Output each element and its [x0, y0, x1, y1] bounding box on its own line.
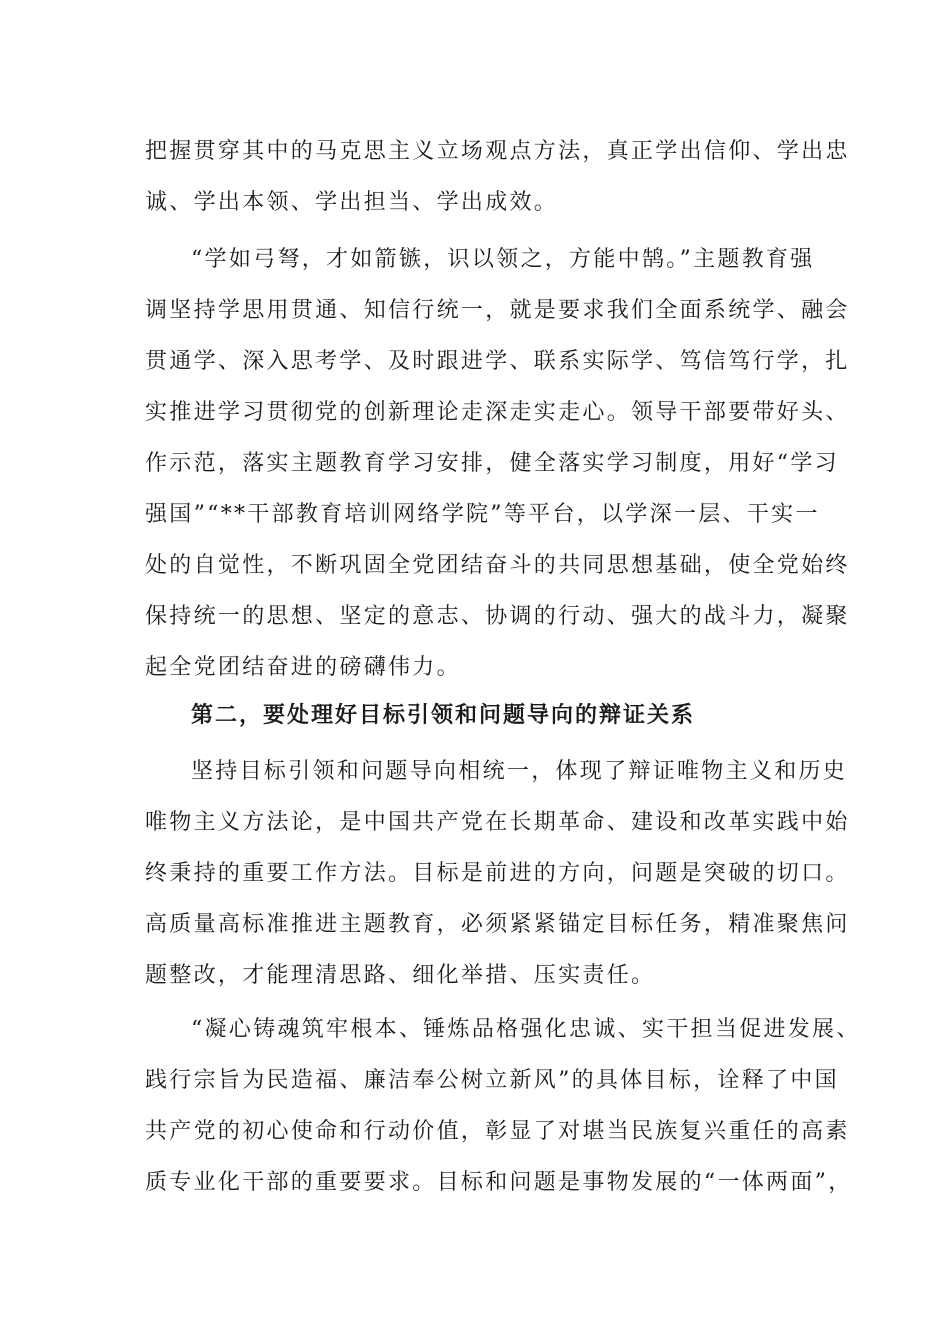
paragraph-3	[145, 746, 850, 1001]
paragraph-line: 保持统一的思想、坚定的意志、协调的行动、强大的战斗力，凝聚	[145, 604, 850, 629]
paragraph-1	[145, 126, 850, 228]
paragraph-line: 唯物主义方法论，是中国共产党在长期革命、建设和改革实践中始	[145, 810, 850, 835]
paragraph-line: 高质量高标准推进主题教育，必须紧紧锚定目标任务，精准聚焦问	[145, 912, 850, 937]
paragraph-line: 践行宗旨为民造福、廉洁奉公树立新风”的具体目标，诠释了中国	[145, 1068, 839, 1093]
paragraph-line: 坚持目标引领和问题导向相统一，体现了辩证唯物主义和历史	[191, 759, 848, 784]
paragraph-line: “学如弓弩，才如箭镞，识以领之，方能中鹄。”主题教育强	[191, 247, 815, 272]
paragraph-line: 起全党团结奋进的磅礴伟力。	[145, 655, 461, 680]
section-heading	[145, 690, 807, 741]
heading-text: 第二，要处理好目标引领和问题导向的辩证关系	[191, 703, 696, 728]
paragraph-line: 作示范，落实主题教育学习安排，健全落实学习制度，用好“学习	[145, 451, 839, 476]
paragraph-line: 终秉持的重要工作方法。目标是前进的方向，问题是突破的切口。	[145, 861, 850, 886]
paragraph-line: “凝心铸魂筑牢根本、锤炼品格强化忠诚、实干担当促进发展、	[191, 1017, 861, 1042]
paragraph-line: 调坚持学思用贯通、知信行统一，就是要求我们全面系统学、融会	[145, 298, 850, 323]
paragraph-line: 共产党的初心使命和行动价值，彰显了对堪当民族复兴重任的高素	[145, 1119, 850, 1144]
paragraph-line: 强国”“**干部教育培训网络学院”等平台，以学深一层、干实一	[145, 502, 820, 527]
paragraph-4	[145, 1004, 861, 1208]
paragraph-line: 把握贯穿其中的马克思主义立场观点方法，真正学出信仰、学出忠	[145, 139, 850, 164]
paragraph-line: 实推进学习贯彻党的创新理论走深走实走心。领导干部要带好头、	[145, 400, 850, 425]
paragraph-2	[145, 234, 850, 693]
paragraph-line: 处的自觉性，不断巩固全党团结奋斗的共同思想基础，使全党始终	[145, 553, 850, 578]
paragraph-line: 诚、学出本领、学出担当、学出成效。	[145, 190, 559, 215]
paragraph-line: 题整改，才能理清思路、细化举措、压实责任。	[145, 963, 656, 988]
paragraph-line: 质专业化干部的重要要求。目标和问题是事物发展的“一体两面”，	[145, 1170, 853, 1195]
paragraph-line: 贯通学、深入思考学、及时跟进学、联系实际学、笃信笃行学，扎	[145, 349, 850, 374]
